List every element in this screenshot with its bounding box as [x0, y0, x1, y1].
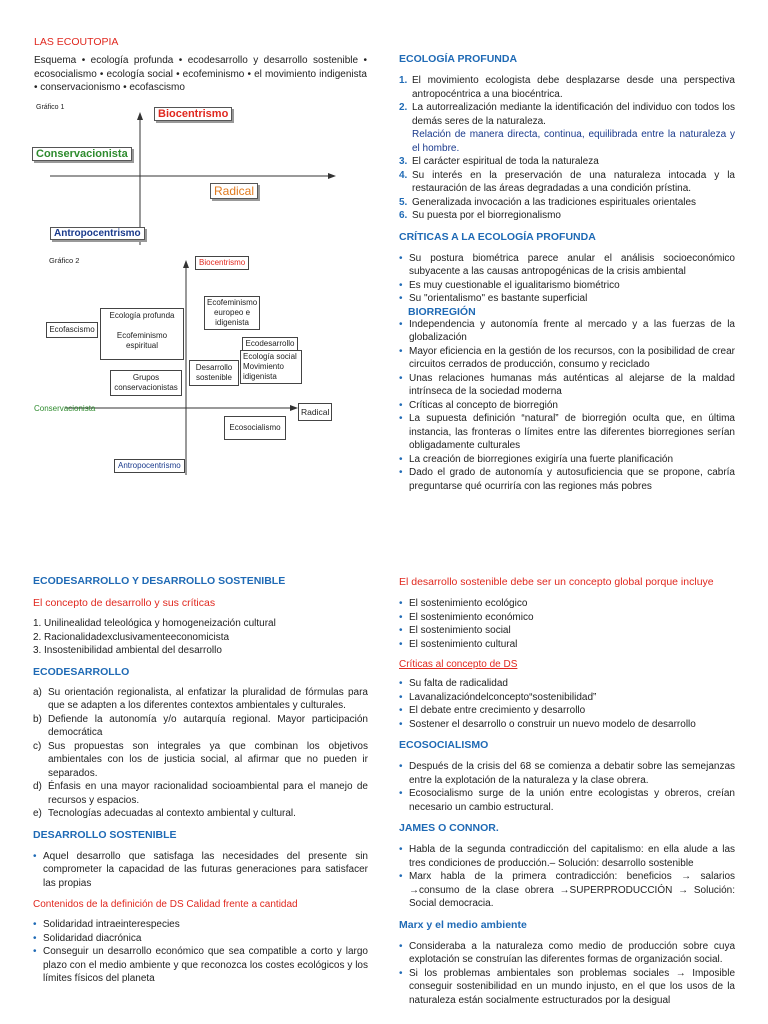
page-title: LAS ECOUTOPIA — [34, 36, 119, 48]
list-item: d) Énfasis en una mayor racionalidad socioambiental para el manejo de recursos y espacios. — [33, 781, 368, 806]
list-item: b) Defiende la autonomía y/o autarquía regional. Mayor participación democrática — [33, 713, 368, 738]
grafico-2-grupos-conservacionistas: Grupos conservacionistas — [110, 370, 182, 396]
grafico-2-ecologia-profunda — [100, 308, 184, 360]
right-bottom-column — [399, 576, 735, 1007]
list-item: • El sostenimiento económico — [399, 611, 735, 625]
ecologia-profunda-title: ECOLOGÍA PROFUNDA — [399, 53, 518, 65]
list-item: • Lavanalizacióndelconcepto“sostenibilidad” — [399, 691, 735, 705]
list-item: • Consideraba a la naturaleza como medio de producción sobre cuya explotación se construían las diferentes formas de organización social. — [399, 940, 735, 967]
list-item: • Críticas al concepto de biorregión — [399, 399, 735, 413]
grafico-2-ecosocialismo: Ecosocialismo — [224, 416, 286, 440]
ecodesarrollo-list — [33, 686, 368, 821]
global-title: El desarrollo sostenible debe ser un concepto global porque incluye — [399, 576, 714, 588]
list-item: • El sostenimiento cultural — [399, 638, 735, 652]
list-item: • Aquel desarrollo que satisfaga las necesidades del presente sin comprometer la capacidad de las futuras generaciones para satisfacer las propias — [33, 850, 368, 891]
list-item: • Su "orientalismo" es bastante superficial — [399, 292, 735, 306]
list-item: a) Su orientación regionalista, al enfatizar la pluralidad de fórmulas para que se adapten a los diferentes contextos ambientales y culturales. — [33, 686, 368, 711]
right-top-column — [399, 53, 735, 493]
list-item: • El debate entre crecimiento y desarrollo — [399, 704, 735, 718]
grafico-2 — [30, 250, 375, 480]
list-item: • Después de la crisis del 68 se comienza a debatir sobre las semejanzas entre la explotación de la naturaleza y la clase obrera. — [399, 760, 735, 787]
biorregion-list — [399, 318, 735, 494]
list-item: 3. El carácter espiritual de toda la naturaleza — [399, 156, 599, 167]
list-item: • Solidaridad intraeinterespecies — [33, 918, 368, 932]
ecodesarrollo-ds-title: ECODESARROLLO Y DESARROLLO SOSTENIBLE — [33, 575, 286, 587]
grafico-2-conservacionista: Conservacionista — [34, 404, 96, 413]
list-item: 3. Insostenibilidad ambiental del desarrollo — [33, 645, 222, 656]
list-item: • Solidaridad diacrónica — [33, 932, 368, 946]
ecosocialismo-list — [399, 760, 735, 814]
marx-title: Marx y el medio ambiente — [399, 918, 527, 931]
list-item: • Independencia y autonomía frente al mercado y a las fuerzas de la globalización — [399, 318, 735, 345]
grafico-2-ecologia-profunda-label: Ecología profunda — [109, 311, 175, 320]
contenidos-list — [33, 918, 368, 986]
list-item: 2. Racionalidadexclusivamenteeconomicista — [33, 631, 230, 643]
criticas-ds-list — [399, 677, 735, 731]
grafico-1-label: Gráfico 1 — [36, 104, 65, 111]
ds-title: DESARROLLO SOSTENIBLE — [33, 828, 177, 841]
ecosocialismo-title: ECOSOCIALISMO — [399, 739, 489, 751]
concepto-title: El concepto de desarrollo y sus críticas — [33, 597, 216, 609]
contenidos-title: Contenidos de la definición de DS Calidad frente a cantidad — [33, 899, 298, 910]
list-item: • La creación de biorregiones exigiría una fuerte planificación — [399, 453, 735, 467]
list-item: • Marx habla de la primera contradicción: beneficios → salarios →consumo de la clase obrera →SUPERPRODUCCIÓN → Solución: Social democracia. — [399, 870, 735, 911]
concepto-list — [33, 617, 368, 658]
list-item: 5. Generalizada invocación a las tradiciones espirituales orientales — [399, 196, 697, 208]
grafico-1 — [30, 100, 370, 250]
ecodesarrollo-title: ECODESARROLLO — [33, 665, 130, 678]
list-item: 1. El movimiento ecologista debe desplazarse desde una perspectiva antropocéntrica a una biocéntrica. — [399, 75, 735, 100]
grafico-2-ecofeminismo-espiritual: Ecofeminismo espiritual — [116, 331, 168, 350]
list-item: 6. Su puesta por el biorregionalismo — [399, 210, 561, 221]
criticas-ds-title: Críticas al concepto de DS — [399, 659, 518, 670]
list-item: • Dado el grado de autonomía y autosuficiencia que se propone, cabría preguntarse qué ocurriría con las regiones más pobres — [399, 466, 735, 493]
list-item: • Mayor eficiencia en la gestión de los recursos, con la posibilidad de crear circuitos cerrados de producción, consumo y reciclado — [399, 345, 735, 372]
marx-list — [399, 940, 735, 1008]
left-bottom-column — [33, 575, 368, 986]
global-list — [399, 597, 735, 651]
list-item: 4. Su interés en la preservación de una naturaleza intocada y la restauración de las áreas degradadas a una condición prístina. — [399, 169, 735, 194]
grafico-2-ecologia-social: Ecología social Movimiento idigenista — [240, 350, 302, 384]
criticas-list — [399, 252, 735, 306]
ecologia-profunda-list — [399, 74, 735, 223]
grafico-2-ecofeminismo-europeo: Ecofeminismo europeo e idigenista — [204, 296, 260, 330]
list-item: • La supuesta definición “natural” de biorregión oculta que, en última instancia, las fronteras o límites entre las diferentes biorregiones serían obligadamente culturales — [399, 412, 735, 453]
criticas-title: CRÍTICAS A LA ECOLOGÍA PROFUNDA — [399, 230, 596, 243]
list-item: • Es muy cuestionable el igualitarismo biométrico — [399, 279, 735, 293]
list-item: • Su falta de radicalidad — [399, 677, 735, 691]
grafico-1-radical: Radical — [210, 183, 258, 199]
james-list — [399, 843, 735, 911]
grafico-2-desarrollo-sostenible: Desarrollo sostenible — [189, 360, 239, 386]
list-item: • Su postura biométrica parece anular el análisis socioeconómico subyacente a las causas antropogénicas de la crisis ambiental — [399, 252, 735, 279]
grafico-2-antropocentrismo: Antropocentrismo — [114, 459, 185, 473]
james-title: JAMES O CONNOR. — [399, 822, 499, 834]
list-item: e) Tecnologías adecuadas al contexto ambiental y cultural. — [33, 808, 296, 819]
grafico-2-ecofascismo: Ecofascismo — [46, 322, 98, 338]
list-item: 2. La autorrealización mediante la identificación del individuo con todos los demás seres de la naturaleza. — [399, 102, 735, 127]
list-item: • Habla de la segunda contradicción del capitalismo: en ella alude a las tres condiciones de producción.– Solución: desarrollo sostenible — [399, 843, 735, 870]
grafico-1-conservacionista: Conservacionista — [32, 147, 132, 161]
list-item: • Conseguir un desarrollo económico que sea compatible a corto y largo plazo con el medio ambiente y que reconozca los costes ecológicos y los límites físicos del planeta — [33, 945, 368, 986]
ds-list — [33, 850, 368, 891]
grafico-1-biocentrismo: Biocentrismo — [154, 107, 232, 121]
list-item: Relación de manera directa, continua, equilibrada entre la naturaleza y el hombre. — [412, 129, 735, 154]
list-item: • El sostenimiento social — [399, 624, 735, 638]
grafico-2-label: Gráfico 2 — [49, 256, 80, 265]
list-item: • Unas relaciones humanas más auténticas al alejarse de la maldad intrínseca de la sociedad moderna — [399, 372, 735, 399]
biorregion-title: BIORREGIÓN — [408, 305, 476, 318]
list-item: • Si los problemas ambientales son problemas sociales → Imposible conseguir sostenibilidad en un mundo injusto, en el que los usos de la naturaleza están socialmente estructurados por la desigual — [399, 967, 735, 1008]
list-item: c) Sus propuestas son integrales ya que combinan los objetivos ambientales con los de justicia social, al afirmar que no pueden ir separados. — [33, 740, 368, 779]
grafico-2-radical: Radical — [298, 403, 332, 421]
list-item: • El sostenimiento ecológico — [399, 597, 735, 611]
grafico-2-ecodesarrollo: Ecodesarrollo — [242, 337, 298, 351]
grafico-2-biocentrismo: Biocentrismo — [195, 256, 249, 270]
list-item: 1. Unilinealidad teleológica y homogeneización cultural — [33, 618, 276, 629]
grafico-1-antropocentrismo: Antropocentrismo — [50, 227, 145, 240]
list-item: • Sostener el desarrollo o construir un nuevo modelo de desarrollo — [399, 718, 735, 732]
list-item: • Ecosocialismo surge de la unión entre ecologistas y obreros, creían necesario un cambio estructural. — [399, 787, 735, 814]
intro-text: Esquema • ecología profunda • ecodesarrollo y desarrollo sostenible • ecosocialismo • ecología social • ecofeminismo • el movimiento indigenista • conservacionismo • ecofascismo — [34, 55, 367, 93]
